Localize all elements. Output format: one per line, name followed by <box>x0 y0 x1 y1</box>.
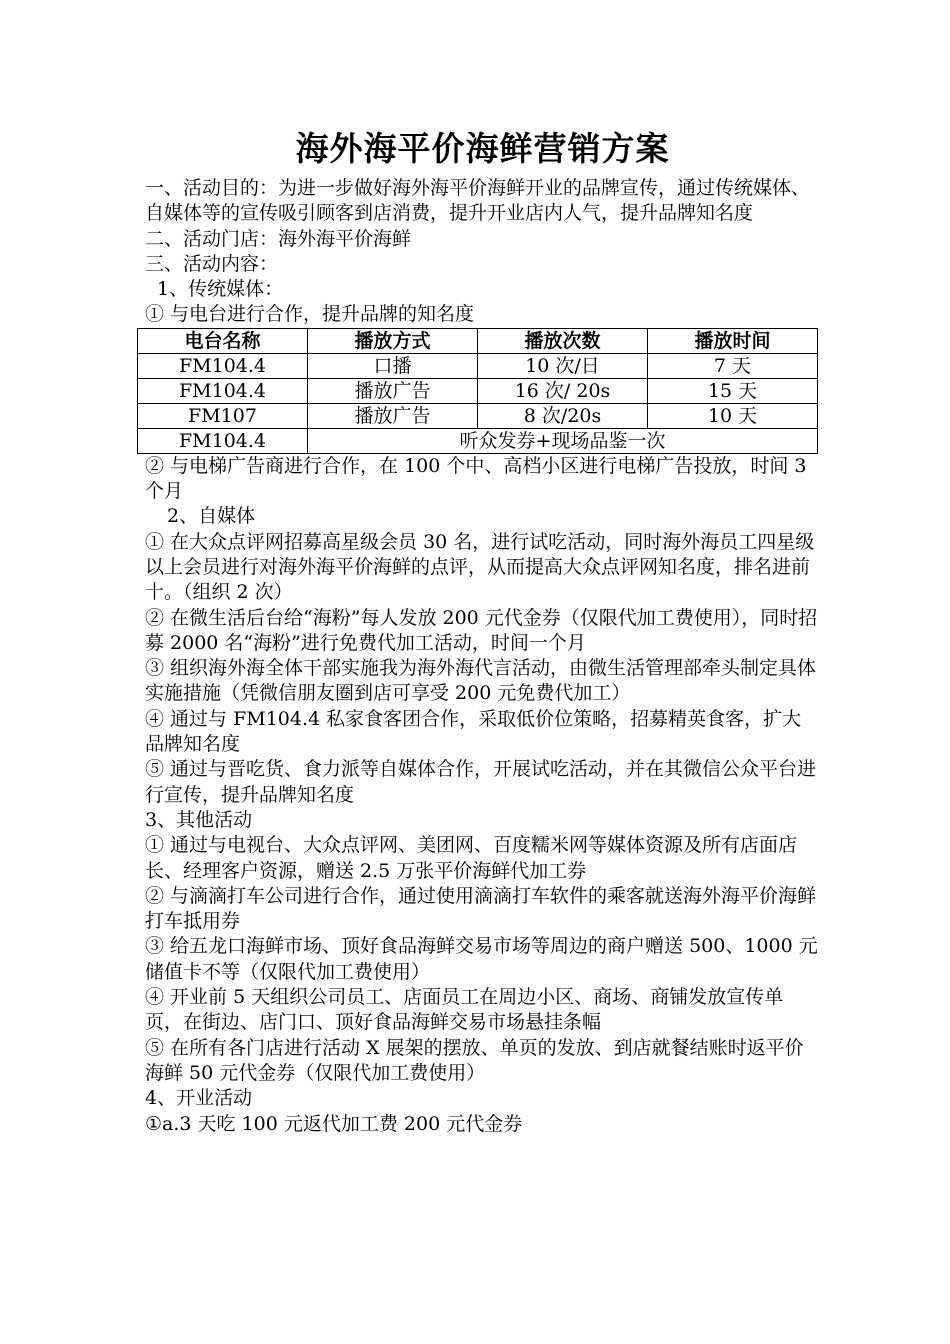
document-page <box>145 125 820 1137</box>
table-row <box>138 378 818 403</box>
radio-table <box>137 328 818 454</box>
table-cell: FM104.4 <box>138 428 308 453</box>
table-header-cell: 播放次数 <box>478 328 648 353</box>
table-cell: 7 天 <box>648 353 818 378</box>
list-item: ① 通过与电视台、大众点评网、美团网、百度糯米网等媒体资源及所有店面店长、经理客户资源，赠送 2.5 万张平价海鲜代加工券 <box>145 834 798 882</box>
list-item: ⑤ 通过与晋吃货、食力派等自媒体合作，开展试吃活动，并在其微信公众平台进行宣传，提升品牌知名度 <box>145 758 817 806</box>
purpose-paragraph: 一、活动目的：为进一步做好海外海平价海鲜开业的品牌宣传，通过传统媒体、自媒体等的宣传吸引顾客到店消费，提升开业店内人气，提升品牌知名度 <box>145 177 811 225</box>
store-paragraph: 二、活动门店：海外海平价海鲜 <box>145 227 412 250</box>
table-row <box>138 353 818 378</box>
table-header-row <box>138 328 818 353</box>
table-cell: 口播 <box>308 353 478 378</box>
list-item: ③ 给五龙口海鲜市场、顶好食品海鲜交易市场等周边的商户赠送 500、1000 元储值卡不等（仅限代加工费使用） <box>145 935 818 983</box>
list-item: ② 在微生活后台给“海粉”每人发放 200 元代金券（仅限代加工费使用），同时招募 2000 名“海粉”进行免费代加工活动，时间一个月 <box>145 606 818 654</box>
table-cell: 8 次/20s <box>478 403 648 428</box>
list-item: ② 与滴滴打车公司进行合作，通过使用滴滴打车软件的乘客就送海外海平价海鲜打车抵用券 <box>145 884 817 933</box>
list-item: ① 在大众点评网招募高星级会员 30 名，进行试吃活动，同时海外海员工四星级以上会员进行对海外海平价海鲜的点评，从而提高大众点评网知名度，排名进前十。（组织 2 次） <box>145 530 815 604</box>
table-cell: FM107 <box>138 403 308 428</box>
table-row <box>138 403 818 428</box>
table-cell: FM104.4 <box>138 353 308 378</box>
table-cell: 10 次/日 <box>478 353 648 378</box>
table-cell: FM104.4 <box>138 378 308 403</box>
list-item: ③ 组织海外海全体干部实施我为海外海代言活动，由微生活管理部牵头制定具体实施措施（凭微信朋友圈到店可享受 200 元免费代加工） <box>145 657 817 705</box>
table-cell: 播放广告 <box>308 403 478 428</box>
list-item: ①a.3 天吃 100 元返代加工费 200 元代金券 <box>145 1112 523 1135</box>
table-merged-cell: 听众发券+现场品鉴一次 <box>308 428 818 453</box>
table-header-cell: 电台名称 <box>138 328 308 353</box>
radio-intro: ① 与电台进行合作，提升品牌的知名度 <box>145 303 475 326</box>
table-header-cell: 播放方式 <box>308 328 478 353</box>
table-row <box>138 428 818 453</box>
list-item: ⑤ 在所有各门店进行活动 X 展架的摆放、单页的发放、到店就餐结账时返平价海鲜 50 元代金券（仅限代加工费使用） <box>145 1036 804 1084</box>
table-cell: 16 次/ 20s <box>478 378 648 403</box>
self-media-heading: 2、自媒体 <box>167 505 256 528</box>
table-cell: 15 天 <box>648 378 818 403</box>
table-cell: 10 天 <box>648 403 818 428</box>
table-header-cell: 播放时间 <box>648 328 818 353</box>
list-item: ④ 通过与 FM104.4 私家食客团合作，采取低价位策略，招募精英食客，扩大品牌知名度 <box>145 707 802 756</box>
other-activities-heading: 3、其他活动 <box>145 808 253 831</box>
elevator-paragraph: ② 与电梯广告商进行合作，在 100 个中、高档小区进行电梯广告投放，时间 3 个月 <box>145 454 807 503</box>
document-title: 海外海平价海鲜营销方案 <box>295 129 670 168</box>
list-item: ④ 开业前 5 天组织公司员工、店面员工在周边小区、商场、商铺发放宣传单页，在街边、店门口、顶好食品海鲜交易市场悬挂条幅 <box>145 986 784 1034</box>
traditional-media-heading: 1、传统媒体： <box>157 278 284 301</box>
content-heading: 三、活动内容： <box>145 252 279 275</box>
opening-activities-heading: 4、开业活动 <box>145 1087 253 1110</box>
table-cell: 播放广告 <box>308 378 478 403</box>
